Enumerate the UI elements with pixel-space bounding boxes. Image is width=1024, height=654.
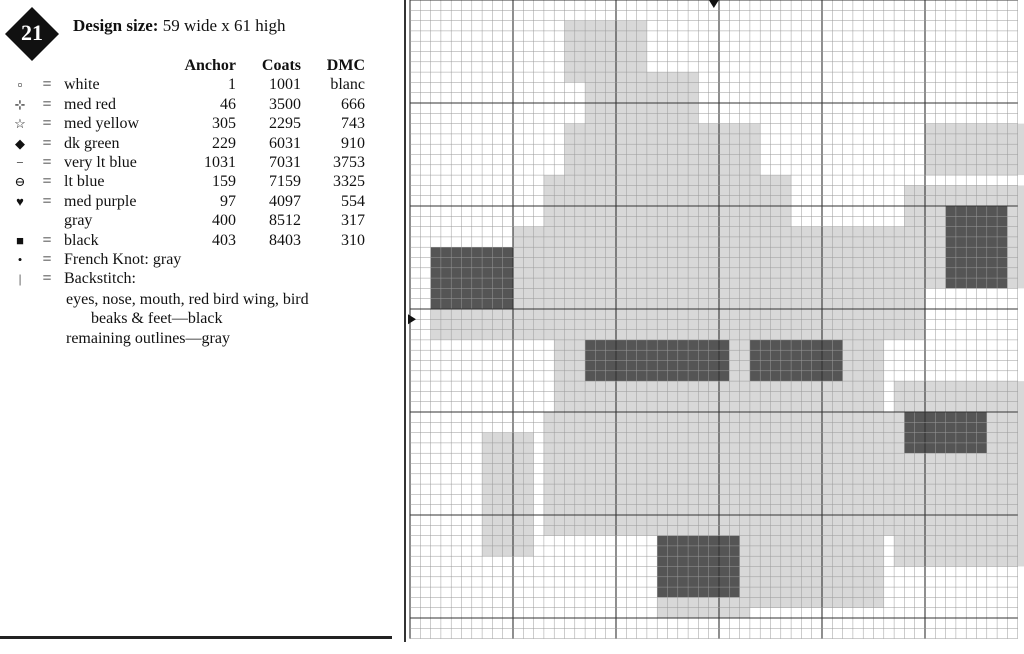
key-row: [10, 231, 365, 250]
color-name: med purple: [64, 192, 137, 210]
dmc-number: blanc: [330, 76, 365, 94]
key-row: [10, 114, 365, 133]
anchor-number: 305: [212, 115, 236, 133]
anchor-number: 403: [212, 231, 236, 249]
equals-sign: =: [42, 134, 52, 152]
anchor-number: 46: [220, 95, 236, 113]
coats-number: 7031: [269, 154, 301, 172]
dmc-number: 743: [341, 115, 365, 133]
anchor-number: 159: [212, 173, 236, 191]
coats-number: 8403: [269, 231, 301, 249]
coats-number: 2295: [269, 115, 301, 133]
dmc-number: 666: [341, 95, 365, 113]
anchor-number: 1: [228, 76, 236, 94]
small-square-icon: ▫: [17, 77, 23, 93]
color-name: French Knot: gray: [64, 251, 182, 269]
cross-stitch-chart: [408, 0, 1024, 649]
equals-sign: =: [42, 154, 52, 172]
key-row: [10, 95, 365, 114]
key-row: [10, 172, 365, 191]
equals-sign: =: [42, 192, 52, 210]
design-size-label: Design size:: [73, 16, 159, 35]
bottom-rule: [0, 636, 392, 639]
key-row: [10, 153, 365, 172]
chart-border: [404, 0, 406, 642]
equals-sign: =: [42, 251, 52, 269]
anchor-number: 97: [220, 192, 236, 210]
heart-icon: ♥: [16, 193, 24, 209]
pattern-number-badge: [4, 6, 60, 62]
color-name: med yellow: [64, 115, 140, 133]
center-marker-left: [408, 314, 416, 324]
key-row: [10, 269, 365, 288]
coats-number: 4097: [269, 192, 301, 210]
filled-square-icon: ■: [16, 232, 24, 248]
equals-sign: =: [42, 76, 52, 94]
dmc-number: 317: [341, 212, 365, 230]
backstitch-notes: [66, 290, 309, 348]
anchor-number: 229: [212, 134, 236, 152]
equals-sign: =: [42, 95, 52, 113]
color-name: very lt blue: [64, 154, 137, 172]
color-name: dk green: [64, 134, 120, 152]
dmc-number: 554: [341, 192, 365, 210]
coats-header: Coats: [261, 57, 301, 74]
coats-number: 7159: [269, 173, 301, 191]
key-header-row: [10, 56, 365, 75]
key-symbol: [10, 211, 30, 230]
coats-number: 1001: [269, 76, 301, 94]
dmc-number: 910: [341, 134, 365, 152]
note-line: beaks & feet—black: [91, 310, 223, 328]
color-name: white: [64, 76, 100, 94]
coats-number: 3500: [269, 95, 301, 113]
equals-sign: =: [42, 270, 52, 288]
center-marker-top: [709, 0, 719, 8]
key-row: [10, 192, 365, 211]
anchor-number: 400: [212, 212, 236, 230]
equals-sign: =: [42, 173, 52, 191]
equals-sign: [30, 211, 64, 230]
dmc-number: 3325: [333, 173, 365, 191]
chart-grid-svg: [408, 0, 1024, 649]
motif-region: [925, 124, 1024, 176]
design-size-value: 59 wide x 61 high: [162, 16, 286, 35]
dmc-number: 310: [341, 231, 365, 249]
key-row: [10, 134, 365, 153]
key-rows: [10, 75, 365, 288]
color-name: lt blue: [64, 173, 105, 191]
filled-diamond-icon: ◆: [15, 135, 25, 151]
dmc-number: 3753: [333, 154, 365, 172]
coats-number: 6031: [269, 134, 301, 152]
anchor-header: Anchor: [184, 57, 236, 74]
coats-number: 8512: [269, 212, 301, 230]
star-icon: ☆: [14, 116, 26, 132]
design-size: [73, 16, 286, 36]
note-line: remaining outlines—gray: [66, 329, 230, 347]
key-row: [10, 75, 365, 94]
circle-dash-icon: ⊖: [14, 174, 26, 190]
dmc-header: DMC: [326, 57, 365, 74]
color-key-table: [10, 56, 365, 289]
color-name: black: [64, 231, 99, 249]
anchor-number: 1031: [204, 154, 236, 172]
key-row: [10, 250, 365, 269]
equals-sign: =: [42, 115, 52, 133]
key-row: [10, 211, 365, 230]
vertical-line-icon: |: [18, 271, 22, 287]
note-line: eyes, nose, mouth, red bird wing, bird: [66, 291, 309, 308]
equals-sign: =: [42, 231, 52, 249]
cross-diamond-icon: ⊹: [14, 96, 26, 112]
color-name: gray: [64, 212, 93, 230]
color-name: Backstitch:: [64, 270, 136, 288]
color-name: med red: [64, 95, 116, 113]
dot-icon: •: [17, 252, 23, 268]
pattern-number: 21: [21, 20, 43, 45]
dash-icon: −: [16, 155, 24, 171]
